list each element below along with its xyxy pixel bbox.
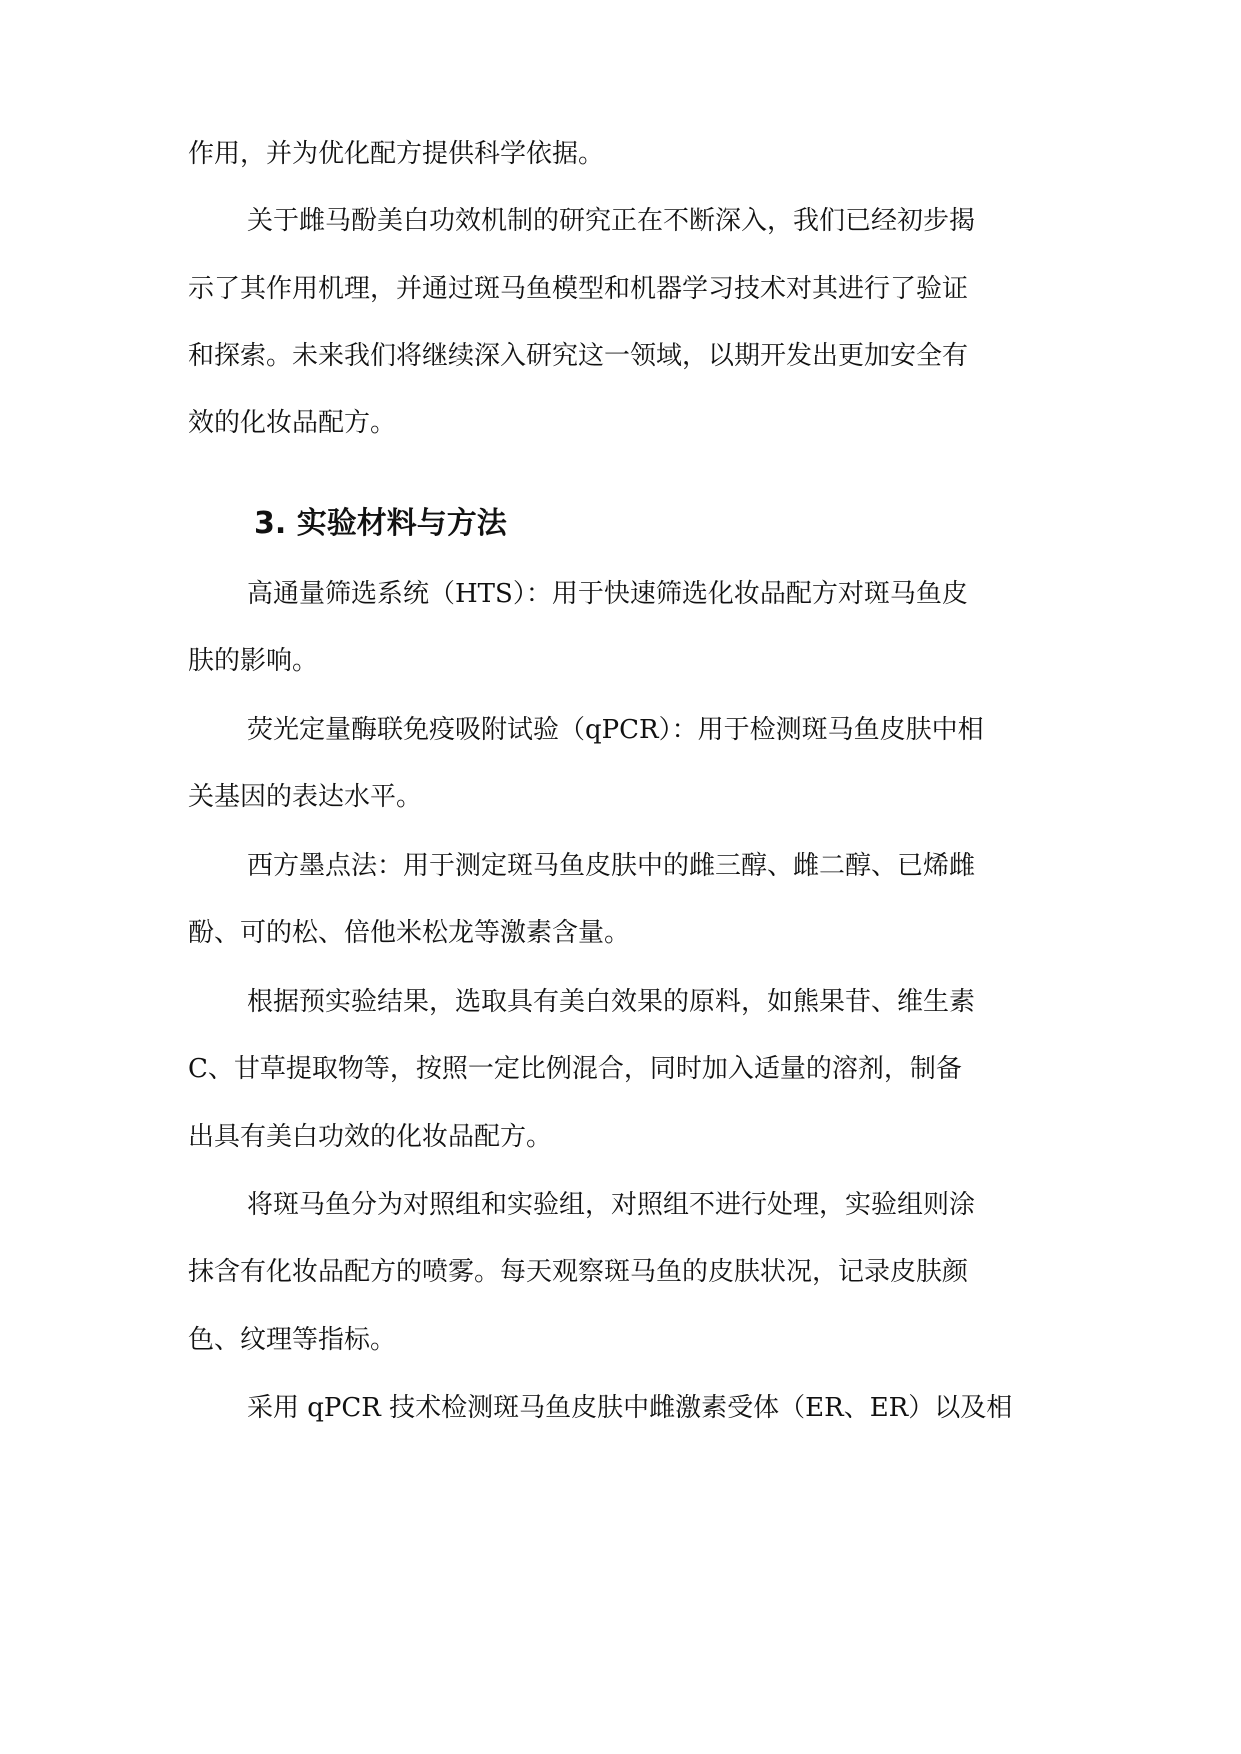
text-line: 和探索。未来我们将继续深入研究这一领域，以期开发出更加安全有 xyxy=(188,341,969,371)
text-line: 关基因的表达水平。 xyxy=(188,782,423,812)
section-heading: 3. 实验材料与方法 xyxy=(254,506,507,541)
text-line: 效的化妆品配方。 xyxy=(188,408,397,438)
text-line: C、甘草提取物等，按照一定比例混合，同时加入适量的溶剂，制备 xyxy=(188,1054,962,1084)
text-line: 色、纹理等指标。 xyxy=(188,1325,397,1355)
text-line: 作用，并为优化配方提供科学依据。 xyxy=(188,139,605,169)
text-line: 肤的影响。 xyxy=(188,646,319,676)
paragraph-first-line: 根据预实验结果，选取具有美白效果的原料，如熊果苷、维生素 xyxy=(247,987,976,1017)
text-line: 出具有美白功效的化妆品配方。 xyxy=(188,1122,553,1152)
text-line: 酚、可的松、倍他米松龙等激素含量。 xyxy=(188,918,631,948)
paragraph-first-line: 关于雌马酚美白功效机制的研究正在不断深入，我们已经初步揭 xyxy=(247,206,976,236)
text-line: 抹含有化妆品配方的喷雾。每天观察斑马鱼的皮肤状况，记录皮肤颜 xyxy=(188,1257,969,1287)
paragraph-first-line: 高通量筛选系统（HTS）：用于快速筛选化妆品配方对斑马鱼皮 xyxy=(247,579,968,609)
paragraph-first-line: 采用 qPCR 技术检测斑马鱼皮肤中雌激素受体（ER、ER）以及相 xyxy=(247,1393,1013,1423)
paragraph-first-line: 荧光定量酶联免疫吸附试验（qPCR）：用于检测斑马鱼皮肤中相 xyxy=(247,715,984,745)
text-line: 示了其作用机理，并通过斑马鱼模型和机器学习技术对其进行了验证 xyxy=(188,274,969,304)
paragraph-first-line: 将斑马鱼分为对照组和实验组，对照组不进行处理，实验组则涂 xyxy=(247,1190,976,1220)
paragraph-first-line: 西方墨点法：用于测定斑马鱼皮肤中的雌三醇、雌二醇、已烯雌 xyxy=(247,851,976,881)
